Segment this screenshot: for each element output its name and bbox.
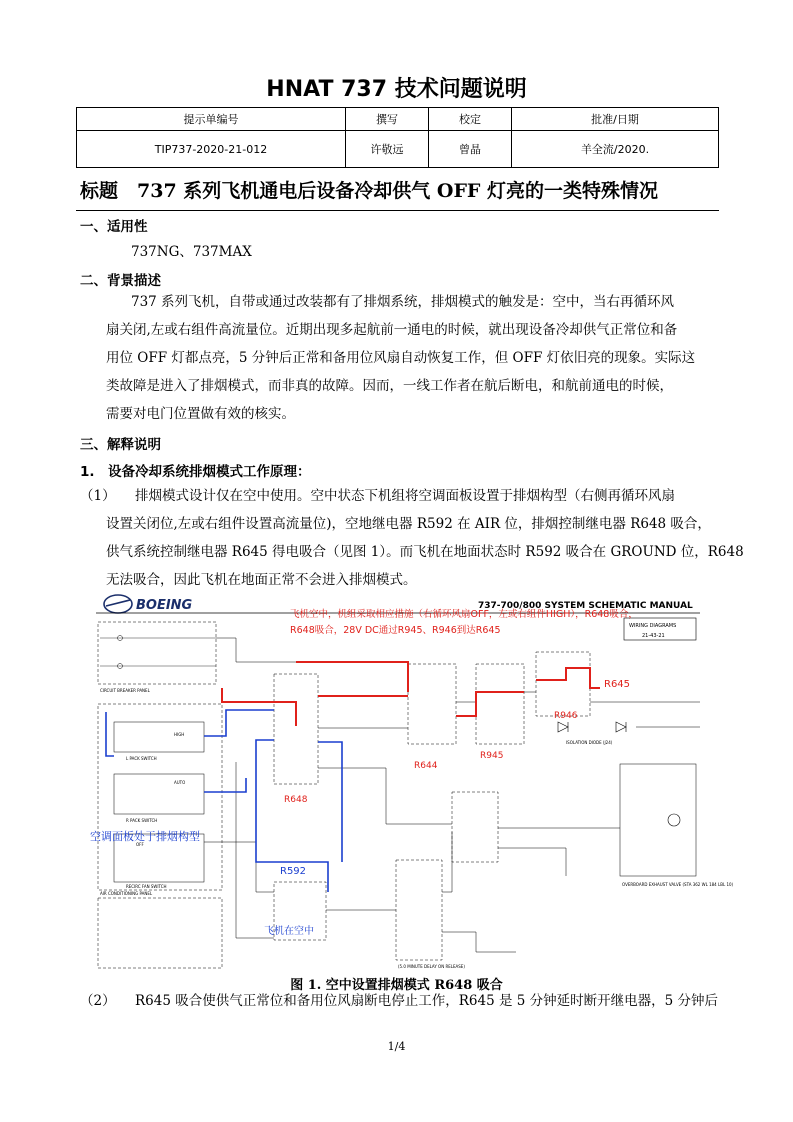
exhaust-valve-label: OVERBOARD EXHAUST VALVE (STA 362 WL 184 LBL 10) xyxy=(622,882,734,887)
section-2-heading: 二、背景描述 xyxy=(80,273,161,289)
meta-value-tip: TIP737-2020-21-012 xyxy=(77,131,346,168)
wiring-ref: 21-43-21 xyxy=(642,633,665,639)
meta-value-approve: 羊全流/2020. xyxy=(512,131,719,168)
section-2-line: 扇关闭,左或右组件高流量位。近期出现多起航前一通电的时候，就出现设备冷却供气正常位和备 xyxy=(106,322,678,338)
r645-label: R645 xyxy=(604,679,631,690)
section-2-line: 737 系列飞机，自带或通过改装都有了排烟系统，排烟模式的触发是：空中，当右再循环风 xyxy=(131,294,675,310)
subject-rule xyxy=(76,210,719,211)
auto-label: AUTO xyxy=(174,780,186,785)
boeing-wordmark: BOEING xyxy=(136,598,193,613)
item-2-number: （2） xyxy=(80,993,116,1009)
meta-header-tip: 提示单编号 xyxy=(77,108,346,131)
item-1-line: 无法吸合，因此飞机在地面正常不会进入排烟模式。 xyxy=(106,572,417,588)
r946-label: R946 xyxy=(554,711,578,721)
section-3-1-heading: 1. 设备冷却系统排烟模式工作原理： xyxy=(80,464,311,480)
meta-value-review: 曾晶 xyxy=(429,131,512,168)
wiring-diagrams-label: WIRING DIAGRAMS xyxy=(629,623,677,629)
annotation-in-air: 飞机在空中 xyxy=(264,926,314,937)
r-pack-switch-label: R PACK SWITCH xyxy=(126,818,158,823)
section-3-heading: 三、解释说明 xyxy=(80,437,161,453)
wiring-schematic-figure xyxy=(90,592,734,972)
timer-label: (5.0 MINUTE DELAY ON RELEASE) xyxy=(398,964,465,969)
item-2-text: R645 吸合使供气正常位和备用位风扇断电停止工作，R645 是 5 分钟延时断开继电器，5 分钟后 xyxy=(135,993,718,1009)
meta-header-approve: 批准/日期 xyxy=(512,108,719,131)
section-1-text: 737NG、737MAX xyxy=(131,244,252,260)
section-2-line: 需要对电门位置做有效的核实。 xyxy=(106,406,295,422)
boeing-logo xyxy=(104,595,193,613)
section-2-line: 用位 OFF 灯都点亮，5 分钟后正常和备用位风扇自动恢复工作，但 OFF 灯依旧亮的现象。实际这 xyxy=(106,350,696,366)
item-1-number: （1） xyxy=(80,488,116,504)
r945-label: R945 xyxy=(480,751,504,761)
annotation-panel-smoke-config: 空调面板处于排烟构型 xyxy=(90,830,200,843)
manual-title: 737-700/800 SYSTEM SCHEMATIC MANUAL xyxy=(478,601,693,611)
annotation-r648-path: R648吸合，28V DC通过R945、R946到达R645 xyxy=(290,625,501,636)
item-1-line: 排烟模式设计仅在空中使用。空中状态下机组将空调面板设置于排烟构型（右侧再循环风扇 xyxy=(135,488,675,504)
page-number: 1/4 xyxy=(387,1040,406,1053)
section-2-line: 类故障是进入了排烟模式，而非真的故障。因而，一线工作者在航后断电，和航前通电的时候， xyxy=(106,378,673,394)
item-1-line: 供气系统控制继电器 R645 得电吸合（见图 1）。而飞机在地面状态时 R592 吸合在 GROUND 位，R648 xyxy=(106,544,744,560)
ac-panel-label: AIR CONDITIONING PANEL xyxy=(100,891,153,896)
isolation-diode-label: ISOLATION DIODE (J24) xyxy=(566,740,613,745)
annotation-air-action: 飞机空中，机组采取相应措施（右循环风扇OFF，左或右组件HIGH），R648吸合， xyxy=(290,609,638,620)
item-1-line: 设置关闭位,左或右组件设置高流量位)，空地继电器 R592 在 AIR 位，排烟控制继电器 R648 吸合， xyxy=(106,516,711,532)
figure-caption: 图 1. 空中设置排烟模式 R648 吸合 xyxy=(290,978,503,993)
r644-label: R644 xyxy=(414,761,438,771)
meta-value-author: 许敬远 xyxy=(346,131,429,168)
meta-header-author: 撰写 xyxy=(346,108,429,131)
meta-header-review: 校定 xyxy=(429,108,512,131)
cb-panel-label: CIRCUIT BREAKER PANEL xyxy=(100,688,150,693)
meta-table xyxy=(76,107,719,168)
recirc-fan-switch-label: RECIRC FAN SWITCH xyxy=(126,884,167,889)
document-title: HNAT 737 技术问题说明 xyxy=(266,77,527,102)
r592-label: R592 xyxy=(280,866,307,877)
high-label: HIGH xyxy=(174,732,185,737)
l-pack-switch-label: L PACK SWITCH xyxy=(126,756,157,761)
off-label: OFF xyxy=(136,842,144,847)
r648-label: R648 xyxy=(284,795,308,805)
subject-title: 标题 737 系列飞机通电后设备冷却供气 OFF 灯亮的一类特殊情况 xyxy=(80,180,659,202)
section-1-heading: 一、适用性 xyxy=(80,219,148,235)
